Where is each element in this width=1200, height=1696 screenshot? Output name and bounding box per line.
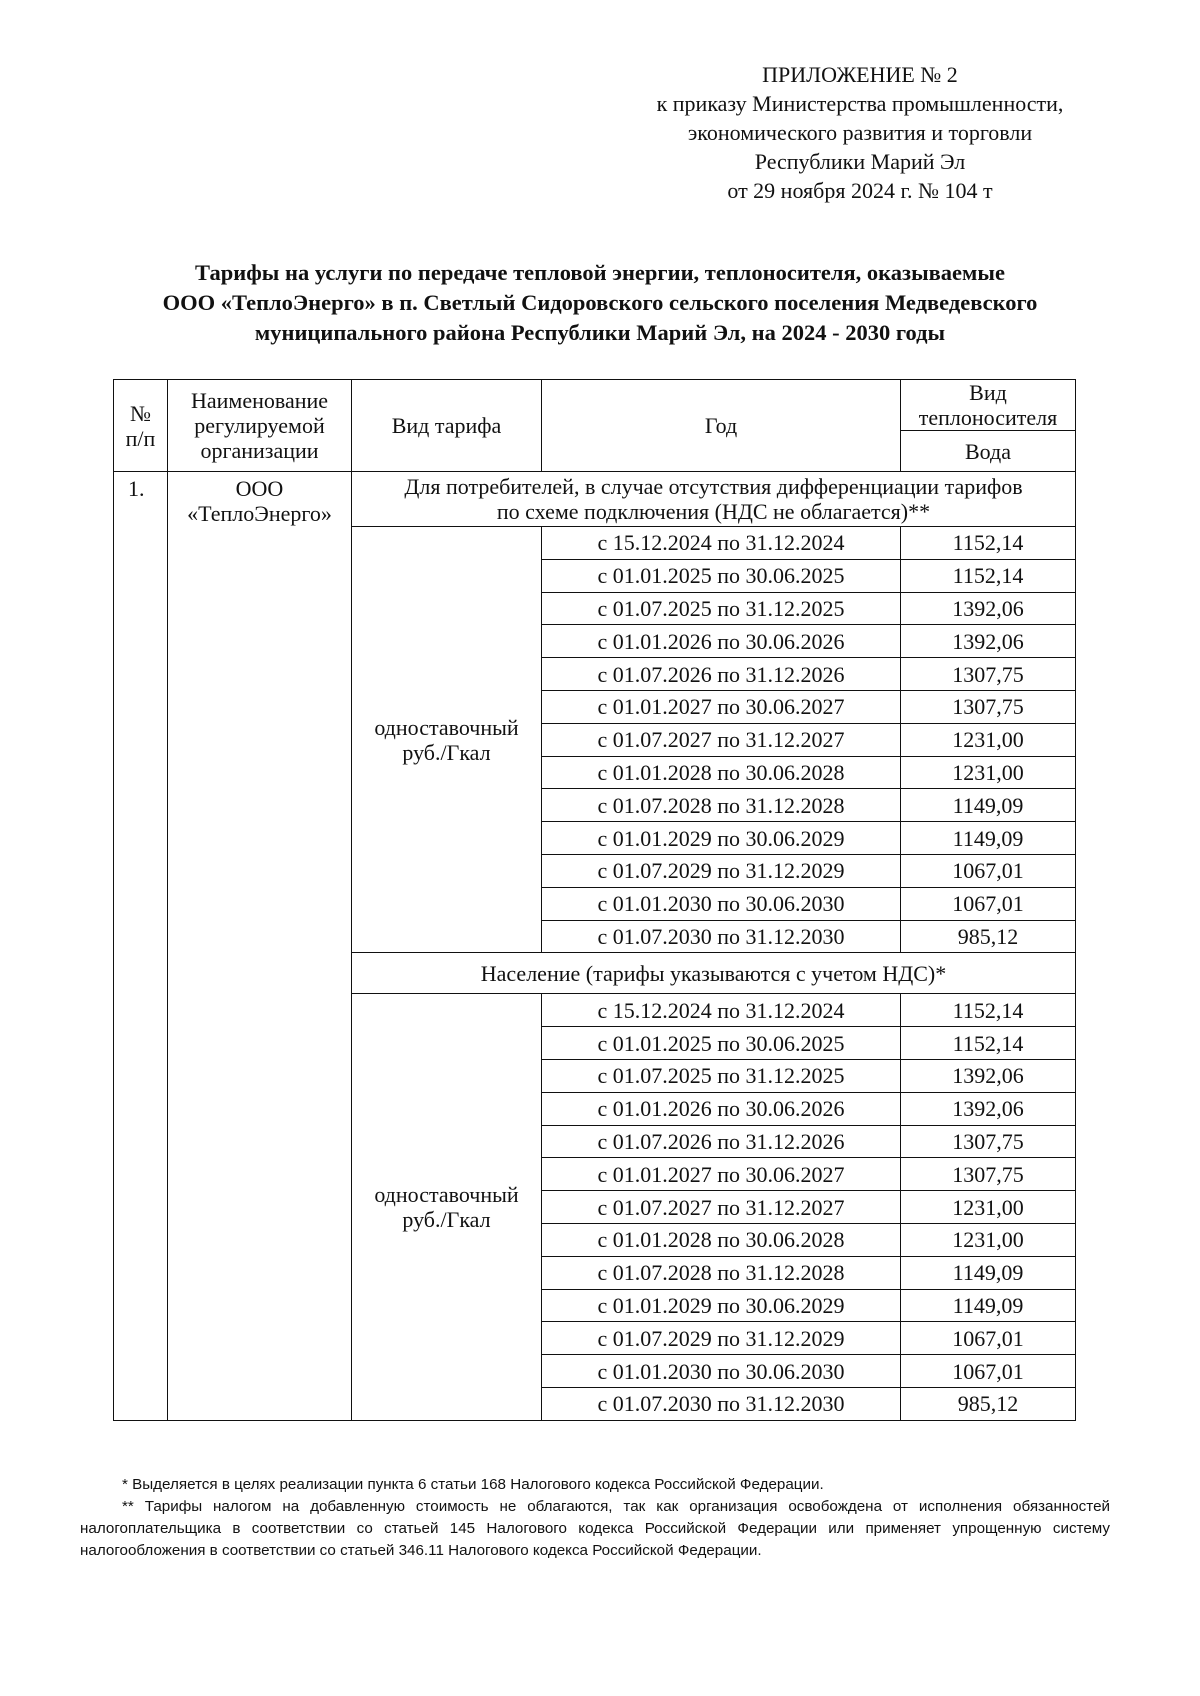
tariff-value: 1231,00 (901, 1223, 1076, 1256)
tariff-value: 1067,01 (901, 887, 1076, 920)
tariff-period: с 01.01.2027 по 30.06.2027 (542, 690, 901, 723)
appendix-block (600, 60, 1120, 205)
tariff-period: с 01.01.2030 по 30.06.2030 (542, 887, 901, 920)
tariff-value: 1152,14 (901, 1027, 1076, 1060)
header-num (114, 380, 168, 472)
tariff-period: с 01.01.2030 по 30.06.2030 (542, 1355, 901, 1388)
tariff-kind-line: одноставочный (374, 714, 519, 740)
appendix-ministry-line: экономического развития и торговли (687, 120, 1033, 145)
tariff-period: с 01.01.2028 по 30.06.2028 (542, 1223, 901, 1256)
appendix-republic-line: Республики Марий Эл (754, 149, 966, 174)
tariff-period: с 01.07.2030 по 31.12.2030 (542, 920, 901, 953)
tariff-value: 1392,06 (901, 1092, 1076, 1125)
tariff-period: с 01.07.2029 по 31.12.2029 (542, 1322, 901, 1355)
tariff-period: с 01.07.2028 по 31.12.2028 (542, 789, 901, 822)
section-label-line: Население (тарифы указываются с учетом НДС)* (480, 960, 947, 986)
tariff-value: 1149,09 (901, 1289, 1076, 1322)
tariff-value: 1152,14 (901, 559, 1076, 592)
tariff-kind-line: одноставочный (374, 1182, 519, 1208)
header-tariff-type: Вид тарифа (352, 380, 542, 472)
tariff-value: 985,12 (901, 1387, 1076, 1420)
tariff-table-body (114, 380, 1076, 1421)
tariff-value: 1149,09 (901, 822, 1076, 855)
tariff-period: с 01.07.2028 по 31.12.2028 (542, 1256, 901, 1289)
tariff-value: 1231,00 (901, 756, 1076, 789)
tariff-value: 1149,09 (901, 1256, 1076, 1289)
document-title (70, 258, 1130, 348)
tariff-kind (352, 994, 542, 1420)
header-year: Год (542, 380, 901, 472)
tariff-value: 1067,01 (901, 854, 1076, 887)
title-line: Тарифы на услуги по передаче тепловой энергии, теплоносителя, оказываемые (195, 260, 1005, 285)
header-carrier-line: Вид (969, 380, 1007, 405)
tariff-period: с 01.07.2026 по 31.12.2026 (542, 1125, 901, 1158)
section-label-line: Для потребителей, в случае отсутствия дифференциации тарифов (404, 474, 1023, 499)
appendix-order-line: к приказу Министерства промышленности, (656, 91, 1064, 116)
header-num-line: № (130, 400, 151, 426)
tariff-period: с 01.07.2027 по 31.12.2027 (542, 723, 901, 756)
tariff-value: 1231,00 (901, 723, 1076, 756)
header-org-line: Наименование (190, 388, 329, 413)
appendix-number: ПРИЛОЖЕНИЕ № 2 (762, 62, 958, 87)
header-num-line: п/п (125, 425, 156, 451)
tariff-kind (352, 527, 542, 953)
organization-name (168, 472, 352, 1421)
tariff-period: с 01.01.2025 по 30.06.2025 (542, 559, 901, 592)
tariff-period: с 15.12.2024 по 31.12.2024 (542, 527, 901, 560)
footnotes (80, 1474, 1110, 1562)
header-org-line: организации (200, 438, 319, 463)
section-row (114, 472, 1076, 527)
organization-line: ООО (235, 476, 284, 501)
tariff-period: с 01.07.2025 по 31.12.2025 (542, 1059, 901, 1092)
tariff-value: 1392,06 (901, 592, 1076, 625)
tariff-period: с 01.01.2025 по 30.06.2025 (542, 1027, 901, 1060)
tariff-value: 1307,75 (901, 1158, 1076, 1191)
title-line: муниципального района Республики Марий Эл, на 2024 - 2030 годы (254, 320, 946, 345)
tariff-period: с 01.01.2029 по 30.06.2029 (542, 822, 901, 855)
tariff-value: 1307,75 (901, 690, 1076, 723)
title-line: ООО «ТеплоЭнерго» в п. Светлый Сидоровского сельского поселения Медведевского (162, 290, 1038, 315)
tariff-period: с 01.01.2027 по 30.06.2027 (542, 1158, 901, 1191)
tariff-value: 1392,06 (901, 625, 1076, 658)
organization-line: «ТеплоЭнерго» (187, 501, 332, 526)
section-label-line: по схеме подключения (НДС не облагается)** (496, 499, 931, 524)
tariff-period: с 15.12.2024 по 31.12.2024 (542, 994, 901, 1027)
tariff-period: с 01.07.2027 по 31.12.2027 (542, 1191, 901, 1224)
footnote-1: * Выделяется в целях реализации пункта 6 статьи 168 Налогового кодекса Российской Федерации. (122, 1476, 824, 1493)
tariff-value: 1149,09 (901, 789, 1076, 822)
header-org-line: регулируемой (194, 413, 325, 438)
header-carrier (901, 380, 1076, 431)
tariff-period: с 01.01.2026 по 30.06.2026 (542, 1092, 901, 1125)
tariff-value: 1231,00 (901, 1191, 1076, 1224)
section-label (352, 953, 1076, 994)
tariff-table (113, 379, 1076, 1421)
tariff-value: 985,12 (901, 920, 1076, 953)
header-water: Вода (901, 431, 1076, 472)
header-org (168, 380, 352, 472)
tariff-value: 1067,01 (901, 1355, 1076, 1388)
appendix-date-line: от 29 ноября 2024 г. № 104 т (727, 178, 993, 203)
header-carrier-line: теплоносителя (918, 405, 1058, 430)
tariff-value: 1307,75 (901, 1125, 1076, 1158)
row-number: 1. (114, 472, 168, 1421)
tariff-unit-line: руб./Гкал (402, 739, 491, 765)
footnote-2: ** Тарифы налогом на добавленную стоимость не облагаются, так как организация освобождена от исполнения обязанностей налогоплательщика в соответствии со статьей 145 Налогового кодекса Российской Федерации или применяет упрощенную систему налогообложения в соответствии со статьей 346.11 Налогового кодекса Российской Федерации. (80, 1498, 1110, 1559)
tariff-period: с 01.07.2029 по 31.12.2029 (542, 854, 901, 887)
tariff-period: с 01.01.2028 по 30.06.2028 (542, 756, 901, 789)
tariff-period: с 01.07.2026 по 31.12.2026 (542, 658, 901, 691)
section-label (352, 472, 1076, 527)
tariff-period: с 01.07.2030 по 31.12.2030 (542, 1387, 901, 1420)
tariff-period: с 01.07.2025 по 31.12.2025 (542, 592, 901, 625)
tariff-value: 1067,01 (901, 1322, 1076, 1355)
tariff-period: с 01.01.2026 по 30.06.2026 (542, 625, 901, 658)
tariff-unit-line: руб./Гкал (402, 1207, 491, 1233)
tariff-value: 1392,06 (901, 1059, 1076, 1092)
header-row (114, 380, 1076, 431)
tariff-value: 1152,14 (901, 994, 1076, 1027)
tariff-period: с 01.01.2029 по 30.06.2029 (542, 1289, 901, 1322)
tariff-value: 1307,75 (901, 658, 1076, 691)
tariff-value: 1152,14 (901, 527, 1076, 560)
